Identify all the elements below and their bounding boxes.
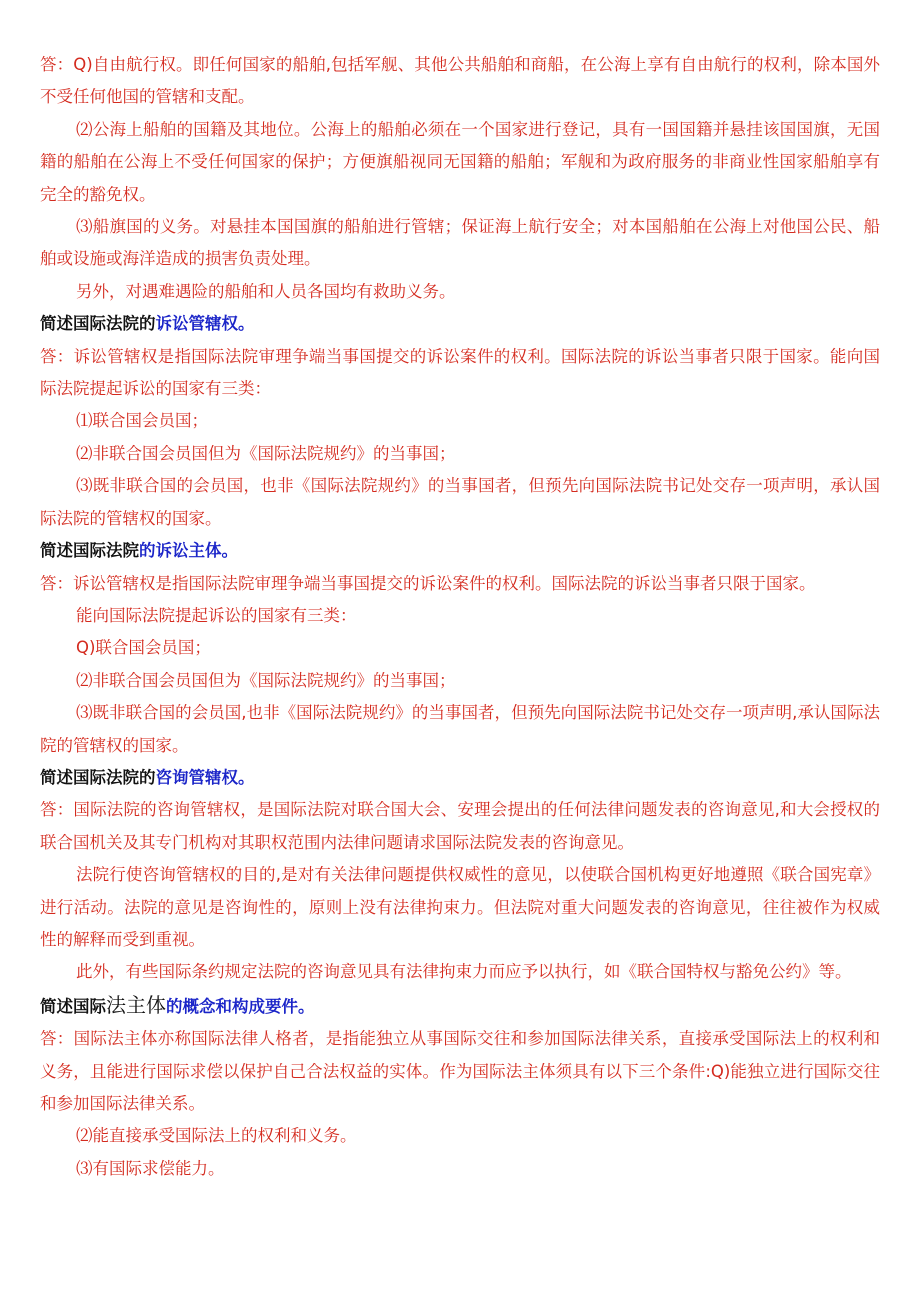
list-item: ⑵非联合国会员国但为《国际法院规约》的当事国； (76, 443, 456, 463)
heading-highlight: 诉讼管辖权。 (155, 314, 255, 334)
answer-paragraph: 答：诉讼管辖权是指国际法院审理争端当事国提交的诉讼案件的权利。国际法院的诉讼当事者只限于国家。能向国际法院提起诉讼的国家有三类： (40, 346, 880, 399)
answer-paragraph: 答：Q)自由航行权。即任何国家的船舶,包括军舰、其他公共船舶和商船，在公海上享有自由航行的权利，除本国外不受任何他国的管辖和支配。 (40, 55, 880, 107)
heading-text: 简述国际法院的 (40, 767, 156, 787)
list-item: ⑵公海上船舶的国籍及其地位。公海上的船舶必须在一个国家进行登记，具有一国国籍并悬挂该国国旗，无国籍的船舶在公海上不受任何国家的保护；方便旗船视同无国籍的船舶；军舰和为政府服务的非商业性国家船舶享有完全的豁免权。 (40, 119, 880, 204)
question-heading (40, 762, 880, 794)
list-item: ⑶既非联合国的会员国,也非《国际法院规约》的当事国者，但预先向国际法院书记处交存一项声明,承认国际法院的管辖权的国家。 (40, 703, 880, 755)
question-heading (40, 989, 880, 1023)
body-paragraph: 能向国际法院提起诉讼的国家有三类： (76, 605, 357, 625)
answer-paragraph: 答：国际法院的咨询管辖权，是国际法院对联合国大会、安理会提出的任何法律问题发表的咨询意见,和大会授权的联合国机关及其专门机构对其职权范围内法律问题请求国际法院发表的咨询意见。 (40, 800, 880, 852)
list-item: Q)联合国会员国； (76, 638, 211, 658)
list-item: ⑵能直接承受国际法上的权利和义务。 (76, 1126, 357, 1146)
note-paragraph: 另外，对遇难遇险的船舶和人员各国均有救助义务。 (76, 281, 456, 301)
list-item: ⑶船旗国的义务。对悬挂本国国旗的船舶进行管辖；保证海上航行安全；对本国船舶在公海上对他国公民、船舶或设施或海洋造成的损害负责处理。 (40, 217, 880, 269)
heading-highlight: 的概念和构成要件。 (166, 996, 315, 1016)
heading-text: 简述国际法院的 (40, 314, 156, 334)
heading-highlight: 咨询管辖权。 (155, 767, 255, 787)
list-item: ⑶有国际求偿能力。 (76, 1158, 225, 1178)
list-item: ⑶既非联合国的会员国，也非《国际法院规约》的当事国者，但预先向国际法院书记处交存一项声明，承认国际法院的管辖权的国家。 (40, 476, 880, 528)
answer-paragraph: 答：国际法主体亦称国际法律人格者，是指能独立从事国际交往和参加国际法律关系，直接承受国际法上的权利和义务，且能进行国际求偿以保护自己合法权益的实体。作为国际法主体须具有以下三个条件:Q)能独立进行国际交往和参加国际法律关系。 (40, 1029, 880, 1113)
list-item: ⑵非联合国会员国但为《国际法院规约》的当事国； (76, 670, 456, 690)
heading-text: 简述国际 (40, 996, 106, 1016)
body-paragraph: 法院行使咨询管辖权的目的,是对有关法律问题提供权威性的意见，以使联合国机构更好地遵照《联合国宪章》进行活动。法院的意见是咨询性的，原则上没有法律拘束力。但法院对重大问题发表的咨询意见，往往被作为权威性的解释而受到重视。 (40, 865, 880, 949)
question-heading (40, 535, 880, 567)
heading-highlight: 的诉讼主体。 (139, 541, 238, 561)
heading-text: 简述国际法院 (40, 541, 139, 561)
list-item: ⑴联合国会员国； (76, 411, 208, 431)
heading-large-text: 法主体 (106, 992, 166, 1017)
answer-paragraph: 答：诉讼管辖权是指国际法院审理争端当事国提交的诉讼案件的权利。国际法院的诉讼当事者只限于国家。 (40, 573, 816, 593)
body-paragraph: 此外，有些国际条约规定法院的咨询意见具有法律拘束力而应予以执行，如《联合国特权与豁免公约》等。 (76, 962, 852, 982)
question-heading (40, 308, 880, 340)
